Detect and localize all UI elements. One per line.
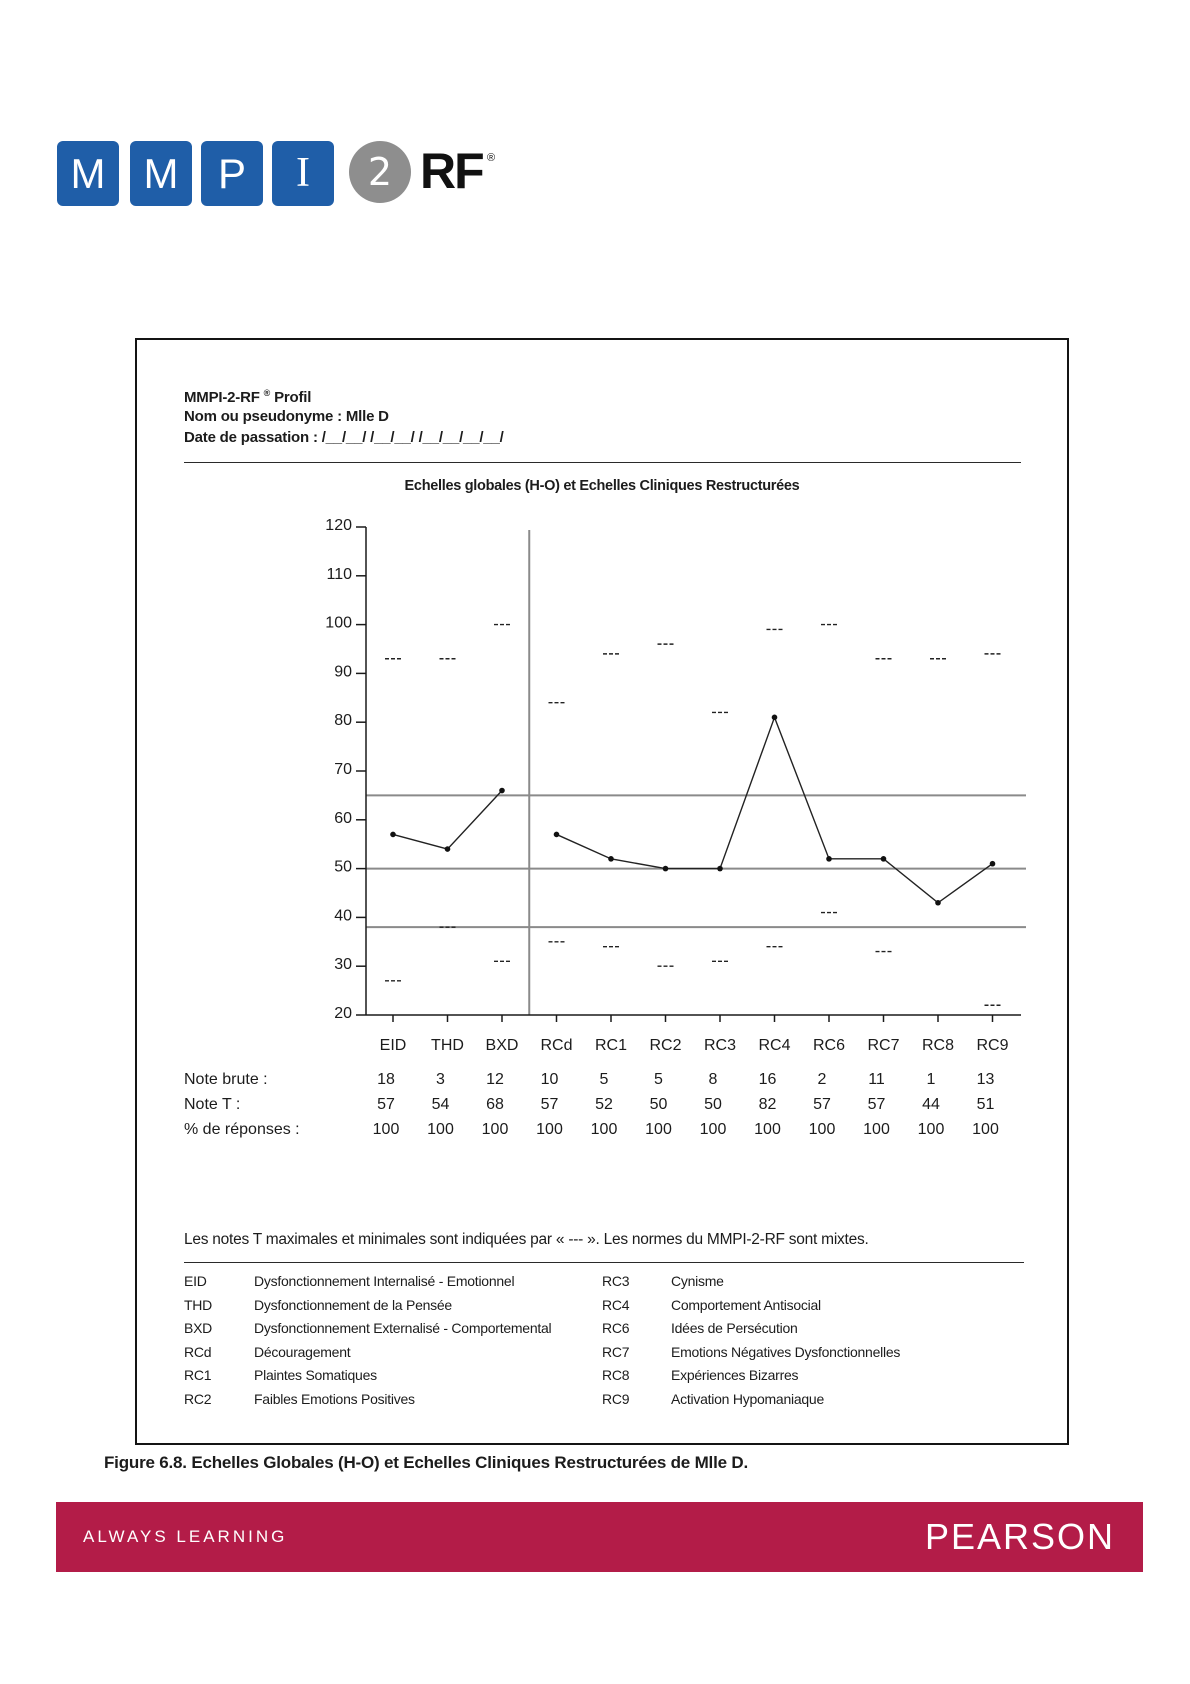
score-value: 100 bbox=[590, 1121, 618, 1138]
score-value: 100 bbox=[427, 1121, 454, 1138]
score-value: 12 bbox=[486, 1071, 504, 1088]
logo-registered-mark: ® bbox=[487, 152, 496, 164]
score-value: 2 bbox=[817, 1071, 827, 1088]
logo-letter-box: P bbox=[201, 141, 263, 206]
name-line: Nom ou pseudonyme : Mlle D bbox=[184, 408, 389, 425]
legend-abbreviation: RC9 bbox=[602, 1391, 630, 1407]
legend-abbreviation: RC8 bbox=[602, 1367, 630, 1384]
x-category-label: RC6 bbox=[812, 1037, 846, 1054]
score-value: 5 bbox=[654, 1071, 663, 1088]
legend-description: Idées de Persécution bbox=[671, 1320, 798, 1337]
score-value: 57 bbox=[867, 1096, 886, 1113]
legend-description: Dysfonctionnement Externalisé - Comportemental bbox=[254, 1320, 552, 1337]
legend-description: Découragement bbox=[254, 1343, 351, 1360]
score-value: 57 bbox=[540, 1096, 559, 1113]
score-value: 44 bbox=[922, 1096, 940, 1113]
legend-abbreviation: RC1 bbox=[184, 1367, 212, 1384]
y-tick-label: 90 bbox=[334, 663, 352, 681]
score-value: 100 bbox=[917, 1121, 945, 1138]
footer-banner bbox=[56, 1502, 1143, 1572]
score-value: 100 bbox=[699, 1121, 727, 1138]
y-tick-label: 40 bbox=[334, 907, 352, 925]
note-divider bbox=[184, 1262, 1024, 1263]
legend-description: Expériences Bizarres bbox=[671, 1367, 799, 1384]
score-value: 13 bbox=[976, 1071, 995, 1088]
legend-description: Faibles Emotions Positives bbox=[254, 1391, 415, 1407]
score-value: 100 bbox=[863, 1121, 890, 1138]
registered-mark: ® bbox=[263, 388, 271, 398]
x-category-label: RCd bbox=[540, 1037, 573, 1054]
x-category-label: RC1 bbox=[594, 1037, 628, 1054]
profile-title-suffix: Profil bbox=[274, 389, 312, 406]
legend-abbreviation: BXD bbox=[184, 1320, 213, 1337]
profile-title-text: MMPI-2-RF bbox=[184, 389, 260, 406]
legend-description: Activation Hypomaniaque bbox=[671, 1391, 825, 1407]
y-tick-label: 50 bbox=[334, 858, 352, 876]
score-value: 100 bbox=[808, 1121, 836, 1138]
logo-letter-box: M bbox=[130, 141, 192, 206]
header-divider bbox=[184, 462, 1021, 463]
legend-description: Plaintes Somatiques bbox=[254, 1367, 377, 1384]
score-value: 100 bbox=[972, 1121, 999, 1138]
score-value: 68 bbox=[486, 1096, 504, 1113]
legend-abbreviation: EID bbox=[184, 1273, 207, 1289]
x-category-label: BXD bbox=[485, 1037, 519, 1054]
legend-abbreviation: RC2 bbox=[184, 1391, 212, 1407]
score-value: 100 bbox=[536, 1121, 563, 1138]
logo-letter-box: I bbox=[272, 141, 334, 206]
logo-suffix: RF bbox=[420, 143, 483, 199]
legend-abbreviation: RC7 bbox=[602, 1343, 630, 1360]
score-value: 1 bbox=[926, 1071, 936, 1088]
score-value: 8 bbox=[708, 1071, 718, 1088]
legend-abbreviation: THD bbox=[184, 1296, 213, 1313]
footer-tagline: ALWAYS LEARNING bbox=[83, 1527, 288, 1546]
y-tick-label: 20 bbox=[334, 1005, 352, 1022]
y-tick-label: 80 bbox=[334, 712, 352, 730]
y-tick-label: 70 bbox=[334, 761, 352, 778]
y-tick-label: 30 bbox=[334, 956, 352, 974]
legend-description: Emotions Négatives Dysfonctionnelles bbox=[671, 1343, 901, 1360]
score-value: 54 bbox=[431, 1096, 450, 1113]
x-category-label: RC8 bbox=[921, 1037, 955, 1054]
legend-description: Dysfonctionnement Internalisé - Emotionnel bbox=[254, 1273, 515, 1289]
score-value: 5 bbox=[599, 1071, 609, 1088]
score-row-label: Note brute : bbox=[184, 1071, 268, 1088]
chart-title: Echelles globales (H-O) et Echelles Cliniques Restructurées bbox=[404, 478, 800, 494]
score-row-label: % de réponses : bbox=[184, 1121, 300, 1138]
x-category-label: THD bbox=[431, 1037, 464, 1054]
y-tick-label: 100 bbox=[325, 614, 352, 632]
y-tick-label: 60 bbox=[334, 809, 352, 827]
x-category-label: RC3 bbox=[703, 1037, 737, 1054]
x-category-label: RC9 bbox=[976, 1037, 1009, 1054]
legend-abbreviation: RC4 bbox=[602, 1296, 630, 1313]
footer-brand-logo: PEARSON bbox=[924, 1516, 1115, 1557]
score-value: 57 bbox=[377, 1096, 395, 1113]
legend-description: Dysfonctionnement de la Pensée bbox=[254, 1296, 452, 1313]
score-value: 16 bbox=[758, 1071, 777, 1088]
score-value: 100 bbox=[372, 1121, 400, 1138]
logo-circle: 2 bbox=[349, 141, 411, 203]
logo-letter-box: M bbox=[57, 141, 119, 206]
score-value: 11 bbox=[868, 1071, 885, 1088]
score-value: 51 bbox=[976, 1096, 995, 1113]
score-value: 52 bbox=[595, 1096, 613, 1113]
norms-note: Les notes T maximales et minimales sont indiquées par « --- ». Les normes du MMPI-2-RF sont mixtes. bbox=[184, 1231, 869, 1248]
score-value: 100 bbox=[481, 1121, 509, 1138]
y-tick-label: 110 bbox=[326, 565, 352, 583]
score-row-label: Note T : bbox=[184, 1096, 241, 1113]
score-value: 50 bbox=[704, 1096, 722, 1113]
legend-description: Cynisme bbox=[671, 1273, 724, 1289]
score-value: 18 bbox=[377, 1071, 395, 1088]
figure-caption: Figure 6.8. Echelles Globales (H-O) et Echelles Cliniques Restructurées de Mlle D. bbox=[104, 1453, 748, 1472]
x-category-label: EID bbox=[379, 1037, 407, 1054]
profile-title bbox=[184, 384, 311, 407]
x-category-label: RC4 bbox=[758, 1037, 791, 1054]
score-value: 100 bbox=[645, 1121, 672, 1138]
legend-abbreviation: RC3 bbox=[602, 1273, 630, 1289]
score-value: 100 bbox=[754, 1121, 781, 1138]
legend-abbreviation: RC6 bbox=[602, 1320, 630, 1337]
date-line: Date de passation : /__/__/ /__/__/ /__/__/__/__/ bbox=[184, 429, 504, 446]
x-category-label: RC2 bbox=[649, 1037, 682, 1054]
score-value: 82 bbox=[758, 1096, 777, 1113]
legend-abbreviation: RCd bbox=[184, 1343, 212, 1360]
legend-description: Comportement Antisocial bbox=[671, 1296, 821, 1313]
y-tick-label: 120 bbox=[325, 517, 352, 534]
score-value: 10 bbox=[540, 1071, 559, 1088]
score-value: 3 bbox=[436, 1071, 445, 1088]
score-value: 57 bbox=[813, 1096, 831, 1113]
score-value: 50 bbox=[649, 1096, 668, 1113]
x-category-label: RC7 bbox=[867, 1037, 900, 1054]
